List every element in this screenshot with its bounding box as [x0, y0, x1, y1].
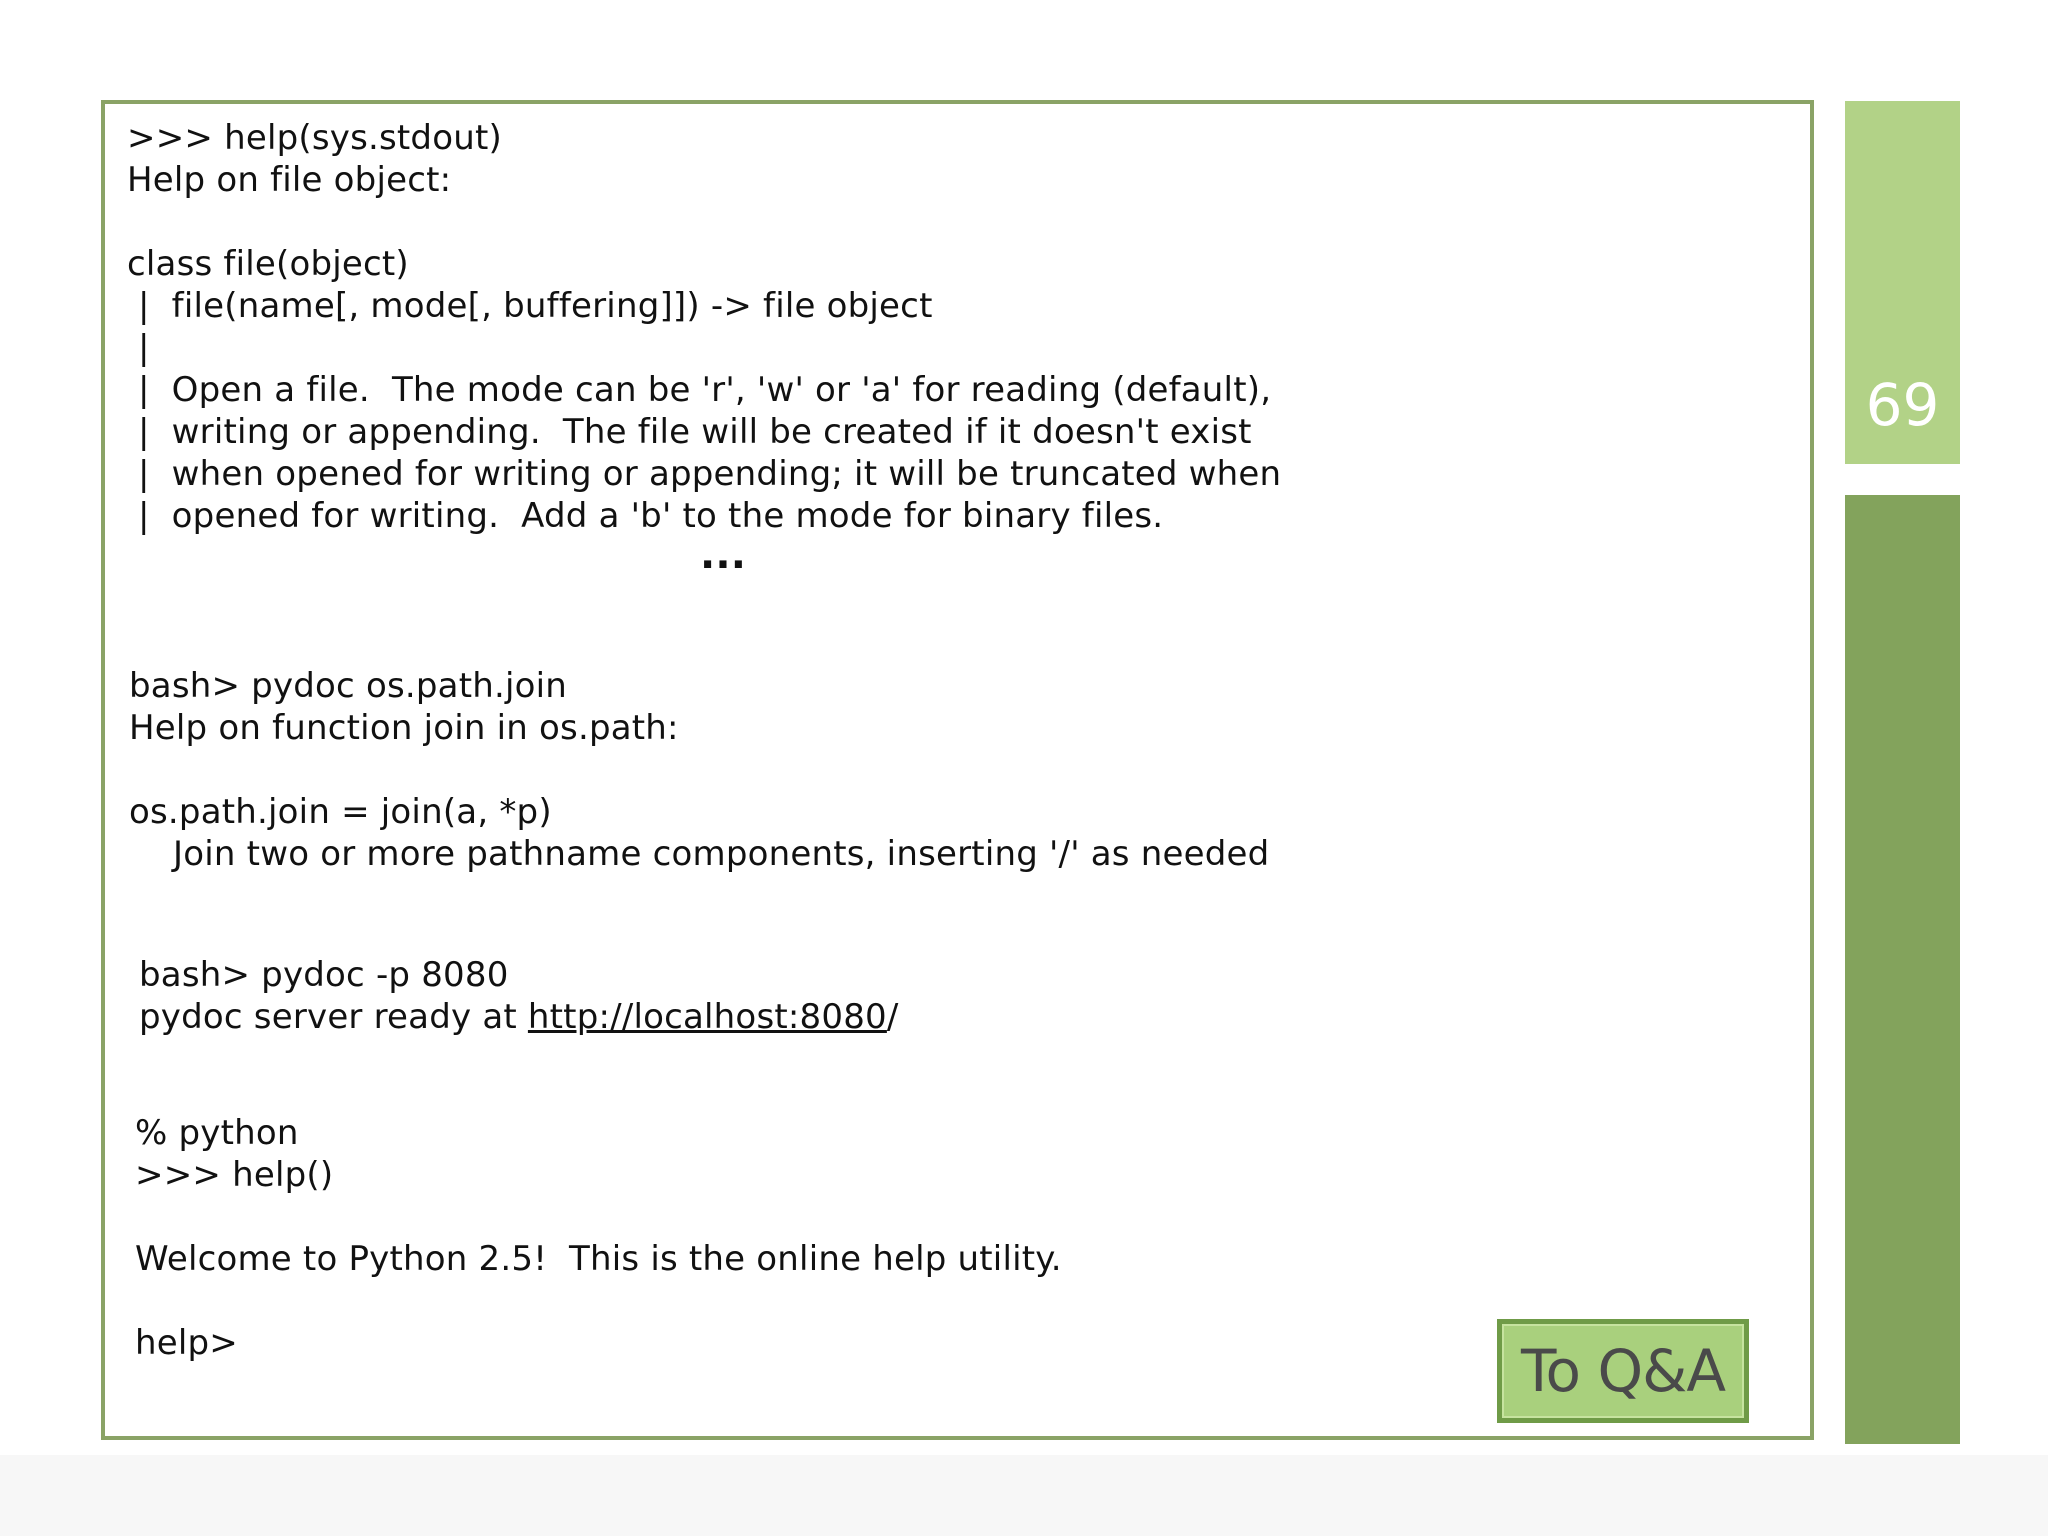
code-text: / — [886, 997, 899, 1037]
code-line: | when opened for writing or appending; it will be truncated when — [127, 454, 1282, 494]
code-line: Join two or more pathname components, inserting '/' as needed — [129, 834, 1270, 874]
bottom-strip — [0, 1455, 2048, 1536]
code-line: | — [127, 328, 150, 368]
code-line: | Open a file. The mode can be 'r', 'w' or 'a' for reading (default), — [127, 370, 1272, 410]
ellipsis: ... — [700, 532, 747, 578]
code-line: Welcome to Python 2.5! This is the online help utility. — [135, 1239, 1062, 1279]
code-line: help> — [135, 1323, 238, 1363]
code-line: | writing or appending. The file will be created if it doesn't exist — [127, 412, 1252, 452]
code-line: | opened for writing. Add a 'b' to the mode for binary files. — [127, 496, 1164, 536]
localhost-link[interactable]: http://localhost:8080 — [527, 997, 887, 1037]
code-line: Help on file object: — [127, 160, 452, 200]
code-text: pydoc server ready at — [139, 997, 528, 1037]
sidebar-bottom-block — [1845, 495, 1960, 1444]
code-line: class file(object) — [127, 244, 409, 284]
code-line: >>> help() — [135, 1155, 334, 1195]
page-number: 69 — [1865, 371, 1940, 439]
code-line: >>> help(sys.stdout) — [127, 118, 502, 158]
code-line: bash> pydoc os.path.join — [129, 666, 568, 706]
code-line: % python — [135, 1113, 299, 1153]
to-qa-button[interactable]: To Q&A — [1497, 1319, 1749, 1423]
code-line: Help on function join in os.path: — [129, 708, 679, 748]
code-line — [139, 996, 899, 1038]
code-line: bash> pydoc -p 8080 — [139, 955, 509, 995]
code-line: os.path.join = join(a, *p) — [129, 792, 552, 832]
code-line: | file(name[, mode[, buffering]]) -> file object — [127, 286, 933, 326]
content-frame — [101, 100, 1814, 1440]
